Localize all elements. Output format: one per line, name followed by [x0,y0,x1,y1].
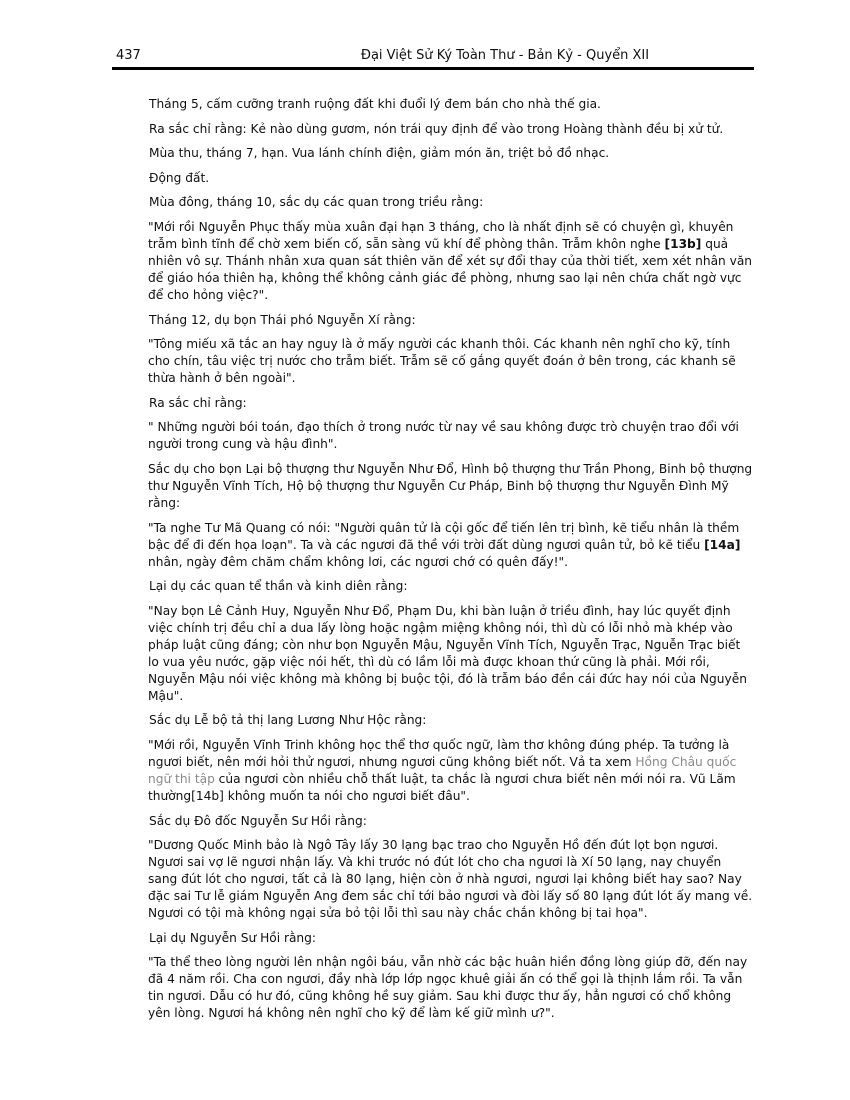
paragraph-4: Động đất. [149,170,210,185]
page-marker-13b: [13b] [664,236,702,251]
quote-paragraph-12 [148,520,753,571]
quote-paragraph-16 [148,737,753,805]
paragraph-15: Sắc dụ Lễ bộ tả thị lang Lương Như Hộc rằng: [149,713,427,728]
book-title-link[interactable]: Hồng Châu quốc ngữ thi tập [148,754,737,786]
quote-text: của ngươi còn nhiều chỗ thất luật, ta chắc là ngươi chưa biết nên mới nói ra. Vũ Lãm thường[14b] không muốn ta nói cho ngươi biết đâu". [148,771,736,803]
paragraph-11: Sắc dụ cho bọn Lại bộ thượng thư Nguyễn Như Đổ, Hình bộ thượng thư Trần Phong, Binh bộ thượng thư Nguyễn Vĩnh Tích, Hộ bộ thượng thư Nguyễn Cư Pháp, Binh bộ thượng thư Nguyễn Đình Mỹ rằng: [148,461,753,510]
paragraph-5: Mùa đông, tháng 10, sắc dụ các quan trong triều rằng: [149,195,484,210]
quote-paragraph-6 [148,219,753,304]
quote-paragraph-14: "Nay bọn Lê Cảnh Huy, Nguyễn Như Đổ, Phạm Du, khi bàn luận ở triều đình, hay lúc quyết định việc chính trị đều chỉ a dua lấy lòng hoặc ngậm miệng không nói, thì dù có lỗi nhỏ mà khép vào pháp luật cũng đáng; còn như bọn Nguyễn Mậu, Nguyễn Vĩnh Tích, Nguyễn Trạc, Nguễn Trạc biết lo vua yêu nước, gặp việc nói hết, thì dù có lầm lỗi mà được khoan thứ cũng là phải. Mới rồi, Nguyễn Mậu nói việc không mà không bị buộc tội, đó là trẫm báo đền cái đức hay nói của Nguyễn Mậu". [148,603,747,703]
quote-paragraph-20: "Ta thể theo lòng người lên nhận ngôi báu, vẫn nhờ các bậc huân hiền đồng lòng giúp đỡ, đến nay đã 4 năm rồi. Cha con ngươi, đầy nhà lớp lớp ngọc khuê giải ấn có thể gọi là thịnh lắm rồi. Ta vẫn tin ngươi. Dẫu có hư đó, cũng không hề suy giảm. Sau khi được thư ấy, hẳn ngươi có chổ không yên lòng. Ngươi há không nên nghĩ cho kỹ để làm kế giữ mình ư?". [148,955,748,1021]
quote-paragraph-18: "Dương Quốc Minh bảo là Ngô Tây lấy 30 lạng bạc trao cho Nguyễn Hồ đến đút lọt bọn ngươi. Ngươi sai vợ lẽ ngươi nhận lấy. Và khi trước nó đút lót cho cha ngươi là Xí 50 lạng, nay chuyển sang đút lót cho ngươi, tất cả là 80 lạng, hiện còn ở nhà ngươi, ngươi lại không biết hay sao? Nay đặc sai Tư lễ giám Nguyễn Ang đem sắc chỉ tới bảo ngươi và đòi lấy số 80 lạng đút lót ấy mang về. Ngươi có tội mà không ngại sửa bỏ tội lỗi thì sau này chắc chắn không bị tai họa". [148,838,753,921]
paragraph-1: Tháng 5, cấm cưỡng tranh ruộng đất khi đuổi lý đem bán cho nhà thế gia. [149,97,601,111]
quote-paragraph-10: " Những người bói toán, đạo thích ở trong nước từ nay về sau không được trò chuyện trao đổi với người trong cung và hậu đình". [148,420,739,452]
header-rule [112,67,754,70]
quote-text: "Ta nghe Tư Mã Quang có nói: "Người quân tử là cội gốc để tiến lên trị bình, kẽ tiểu nhân là thềm bậc để đi đến họa loạn". Ta và các ngươi đã thề với trời đất dùng ngươi quân tử, bỏ kẽ tiểu [148,520,740,552]
document-body [149,96,753,1030]
quote-text: "Mới rồi, Nguyễn Vĩnh Trinh không học thể thơ quốc ngữ, làm thơ không đúng phép. Ta tưởng là ngươi biết, nên mới hỏi thử ngươi, nhưng ngươi cũng không biết nốt. Vả ta xem [148,737,730,769]
quote-paragraph-8: "Tông miếu xã tắc an hay nguy là ở mấy người các khanh thôi. Các khanh nên nghĩ cho kỹ, tính cho chín, tâu việc trị nước cho trẫm biết. Trẫm sẽ cố gắng quyết đoán ở bên trong, các khanh sẽ thừa hành ở bên ngoài". [148,337,736,386]
quote-text: nhân, ngày đêm chăm chẩm không lơi, các ngươi chớ có quên đấy!". [148,554,568,569]
paragraph-13: Lại dụ các quan tể thần và kinh diên rằng: [149,579,408,594]
paragraph-7: Tháng 12, dụ bọn Thái phó Nguyễn Xí rằng: [149,312,416,327]
quote-text: quả nhiên vô sự. Thánh nhân xưa quan sát thiên văn để xét sự đổi thay của thời tiết, xem xét nhân văn để giáo hóa thiên hạ, không thể không cảnh giác đề phòng, nhưng sao lại nên chứa chất ngờ vực để cho hỏng việc?". [148,236,753,302]
paragraph-2: Ra sắc chỉ rằng: Kẻ nào dùng gươm, nón trái quy định để vào trong Hoàng thành đều bị xử tử. [149,121,724,136]
paragraph-3: Mùa thu, tháng 7, hạn. Vua lánh chính điện, giảm món ăn, triệt bỏ đồ nhạc. [149,146,610,161]
page-title: Đại Việt Sử Ký Toàn Thư - Bản Kỷ - Quyển XII [360,48,650,63]
page-number: 437 [116,48,141,63]
paragraph-19: Lại dụ Nguyễn Sư Hồi rằng: [149,930,317,945]
quote-text: "Mới rồi Nguyễn Phục thấy mùa xuân đại hạn 3 tháng, cho là nhất định sẽ có chuyện gì, khuyên trẫm bình tĩnh để chờ xem biến cố, sẵn sàng vũ khí để phòng thân. Trẫm khôn nghe [148,219,734,251]
paragraph-17: Sắc dụ Đô đốc Nguyễn Sư Hồi rằng: [149,813,367,828]
paragraph-9: Ra sắc chỉ rằng: [149,395,247,410]
page-marker-14a: [14a] [704,537,741,552]
